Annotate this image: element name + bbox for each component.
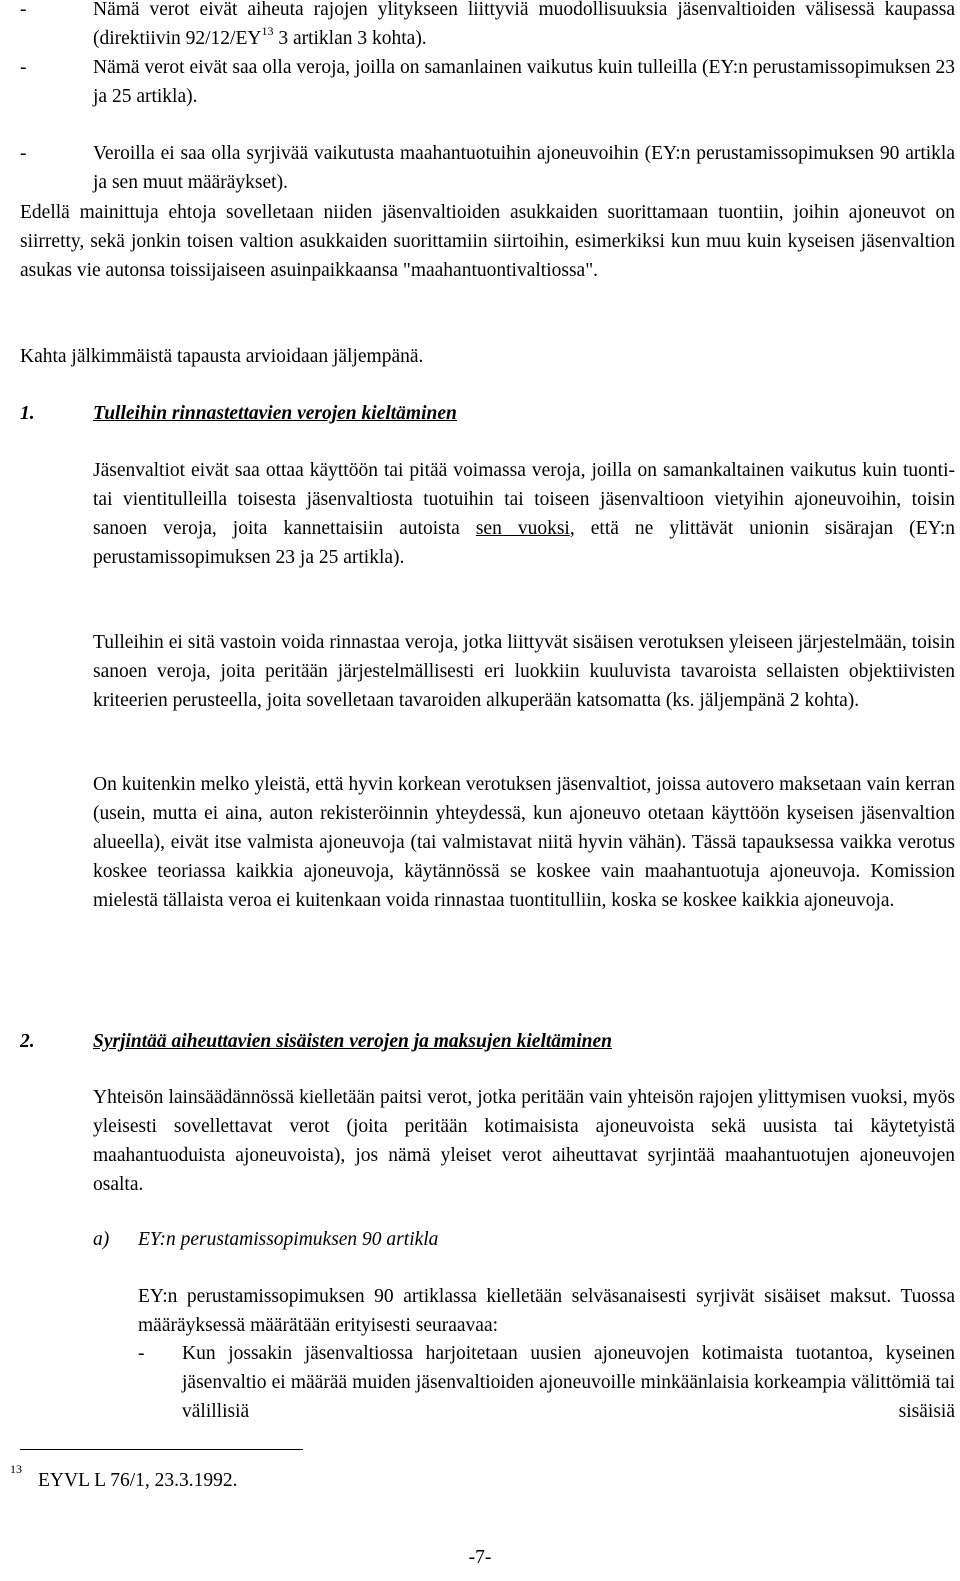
section1-paragraph-1: Jäsenvaltiot eivät saa ottaa käyttöön tai pitää voimassa veroja, joilla on samankaltainen vaikutus kuin tuonti- tai vientitulleilla toisesta jäsenvaltiosta tuotuihin tai toiseen jäsenvaltioon vietyihin ajoneuvoihin, toisin sanoen veroja, joita kannettaisiin autoista sen vuoksi, että ne ylittävät unionin sisärajan (EY:n perustamissopimuksen 23 ja 25 artikla). [93, 460, 956, 568]
paragraph-later: Kahta jälkimmäistä tapausta arvioidaan jäljempänä. [20, 346, 424, 367]
section-number: 1. [20, 403, 35, 424]
footnote-divider [20, 1449, 303, 1450]
section-number: 2. [20, 1031, 35, 1052]
bullet-text: Veroilla ei saa olla syrjivää vaikutusta maahantuotuihin ajoneuvoihin (EY:n perustamissopimuksen 90 artikla ja sen muut määräykset). [93, 143, 955, 193]
section1-paragraph-3: On kuitenkin melko yleistä, että hyvin korkean verotuksen jäsenvaltiot, joissa autovero maksetaan vain kerran (usein, mutta ei aina, auton rekisteröinnin yhteydessä, kun ajoneuvo otetaan käyttöön kyseisen jäsenvaltion alueella), eivät itse valmista ajoneuvoja (tai valmistavat niitä hyvin vähän). Tässä tapauksessa vaikka verotus koskee teoriassa kaikkia ajoneuvoja, käytännössä se koskee vain maahantuotuja ajoneuvoja. Komission mielestä tällaista veroa ei kuitenkaan voida rinnastaa tuontitulliin, koska se koskee kaikkia ajoneuvoja. [93, 774, 955, 911]
section-title: Tulleihin rinnastettavien verojen kieltäminen [93, 403, 457, 424]
bullet-item [20, 0, 955, 53]
bullet-dash: - [20, 0, 27, 20]
section-heading-1 [20, 399, 955, 428]
section-title: Syrjintää aiheuttavien sisäisten verojen ja maksujen kieltäminen [93, 1031, 612, 1052]
bullet-dash: - [138, 1343, 145, 1364]
bullet-item [20, 139, 955, 197]
footnote-reference: 13 [261, 23, 274, 38]
paragraph-intro: Edellä mainittuja ehtoja sovelletaan niiden jäsenvaltioiden asukkaiden suorittamaan tuontiin, joihin ajoneuvot on siirretty, sekä jonkin toisen valtion asukkaiden suorittamiin siirtoihin, esimerkiksi kun muu kuin kyseisen jäsenvaltion asukas vie autonsa toissijaiseen asuinpaikkaansa "maahantuontivaltiossa". [20, 202, 955, 281]
subheading-title: EY:n perustamissopimuksen 90 artikla [138, 1229, 439, 1250]
section-heading-2 [20, 1027, 955, 1056]
section1-paragraph-2: Tulleihin ei sitä vastoin voida rinnastaa veroja, jotka liittyvät sisäisen verotuksen yleiseen järjestelmään, toisin sanoen veroja, joita peritään järjestelmällisesti eri luokkiin kuuluvista tavaroista sellaisten objektiivisten kriteerien perusteella, joita sovelletaan tavaroiden alkuperään katsomatta (ks. jäljempänä 2 kohta). [93, 632, 955, 711]
subheading-label: a) [93, 1229, 110, 1250]
bullet-dash: - [20, 143, 27, 164]
underlined-phrase: sen vuoksi [475, 518, 570, 539]
subsection-a-bullet [138, 1339, 955, 1426]
footnote-mark: 13 [10, 1462, 22, 1476]
subsection-a-paragraph: EY:n perustamissopimuksen 90 artiklassa kielletään selväsanaisesti syrjivät sisäiset maksut. Tuossa määräyksessä määrätään erityisesti seuraavaa: [138, 1286, 955, 1336]
page-number: -7- [468, 1547, 492, 1568]
footnote-text: EYVL L 76/1, 23.3.1992. [38, 1470, 238, 1491]
bullet-text: Nämä verot eivät aiheuta rajojen ylitykseen liittyviä muodollisuuksia jäsenvaltioiden välisessä kaupassa (direktiivin 92/12/EY$^{13}$ 3 artiklan 3 kohta). [93, 0, 955, 49]
section2-paragraph-1: Yhteisön lainsäädännössä kielletään paitsi verot, jotka peritään vain yhteisön rajojen ylittymisen vuoksi, myös yleisesti sovellettavat verot (joita peritään kotimaisista ajoneuvoista sekä uusista tai käytetyistä maahantuoduista ajoneuvoista), jos nämä yleiset verot aiheuttavat syrjintää maahantuotujen ajoneuvojen osalta. [93, 1087, 955, 1195]
bullet-text: Kun jossakin jäsenvaltiossa harjoitetaan uusien ajoneuvojen kotimaista tuotantoa, kyseinen jäsenvaltio ei määrää muiden jäsenvaltioiden ajoneuvoille minkäänlaisia korkeampia välittömiä tai välillisiä sisäisiä [182, 1343, 955, 1422]
bullet-item [20, 53, 955, 111]
bullet-text: Nämä verot eivät saa olla veroja, joilla on samanlainen vaikutus kuin tulleilla (EY:n perustamissopimuksen 23 ja 25 artikla). [93, 57, 955, 107]
bullet-dash: - [20, 57, 27, 78]
